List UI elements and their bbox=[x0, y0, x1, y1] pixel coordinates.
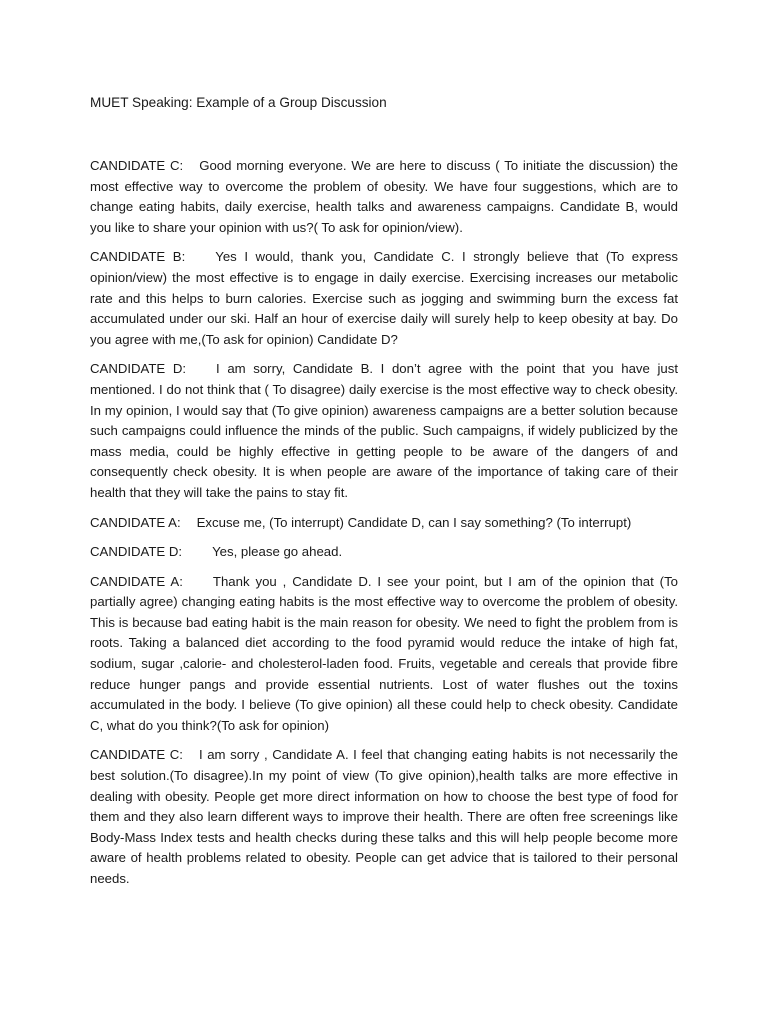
paragraph-text: Thank you , Candidate D. I see your point, but I am of the opinion that (To partially agree) changing eating habits is the most effective way to overcome the problem of obesity. This is because bad eating habit is the main reason for obesity. We need to fight the problem from is roots. Taking a balanced diet according to the food pyramid would reduce the intake of high fat, sodium, sugar ,calorie- and cholesterol-laden food. Fruits, vegetable and cereals that provide fibre reduce hunger pangs and provide essential nutrients. Lost of water flushes out the toxins accumulated in the body. I believe (To give opinion) all these could help to check obesity. Candidate C, what do you think?(To ask for opinion) bbox=[90, 573, 678, 733]
speaker-label: CANDIDATE B: bbox=[90, 249, 186, 265]
speaker-label: CANDIDATE D: bbox=[90, 544, 183, 560]
document-page bbox=[90, 94, 678, 899]
discussion-paragraph bbox=[90, 156, 678, 238]
discussion-paragraph bbox=[90, 572, 678, 737]
discussion-paragraph bbox=[90, 247, 678, 350]
paragraph-text: Yes I would, thank you, Candidate C. I strongly believe that (To express opinion/view) the most effective is to engage in daily exercise. Exercising increases our metabolic rate and this helps to burn calories. Exercise such as jogging and swimming burn the excess fat accumulated under our ski. Half an hour of exercise daily will surely help to keep obesity at bay. Do you agree with me,(To ask for opinion) Candidate D? bbox=[90, 249, 678, 347]
speaker-label: CANDIDATE A: bbox=[90, 514, 181, 530]
speaker-label: CANDIDATE A: bbox=[90, 573, 183, 589]
discussion-paragraph bbox=[90, 542, 678, 563]
discussion-paragraph bbox=[90, 359, 678, 503]
speaker-label: CANDIDATE C: bbox=[90, 158, 184, 173]
paragraph-text: Good morning everyone. We are here to discuss ( To initiate the discussion) the most effective way to overcome the problem of obesity. We have four suggestions, which are to change eating habits, daily exercise, health talks and awareness campaigns. Candidate B, would you like to share your opinion with us?( To ask for opinion/view). bbox=[90, 158, 679, 235]
document-title: MUET Speaking: Example of a Group Discussion bbox=[90, 95, 387, 110]
speaker-label: CANDIDATE D: bbox=[90, 361, 187, 377]
discussion-paragraph bbox=[90, 745, 678, 889]
paragraph-text: Excuse me, (To interrupt) Candidate D, can I say something? (To interrupt) bbox=[196, 514, 632, 530]
discussion-paragraph bbox=[90, 513, 678, 534]
paragraph-text: Yes, please go ahead. bbox=[212, 544, 343, 560]
paragraph-text: I am sorry , Candidate A. I feel that changing eating habits is not necessarily the best solution.(To disagree).In my point of view (To give opinion),health talks are more effective in dealing with obesity. People get more direct information on how to choose the best type of food for them and they also learn different ways to improve their health. There are often free screenings like Body-Mass Index tests and health checks during these talks and this will help people become more aware of health problems related to obesity. People can get advice that is tailored to their personal needs. bbox=[90, 747, 678, 886]
speaker-label: CANDIDATE C: bbox=[90, 747, 183, 763]
paragraph-text: I am sorry, Candidate B. I don’t agree with the point that you have just mentioned. I do not think that ( To disagree) daily exercise is the most effective way to check obesity. In my opinion, I would say that (To give opinion) awareness campaigns are a better solution because such campaigns could influence the minds of the public. Such campaigns, if widely publicized by the mass media, could be highly effective in getting people to be aware of the dangers of and consequently check obesity. It is when people are aware of the importance of taking care of their health that they will take the pains to stay fit. bbox=[90, 361, 678, 500]
